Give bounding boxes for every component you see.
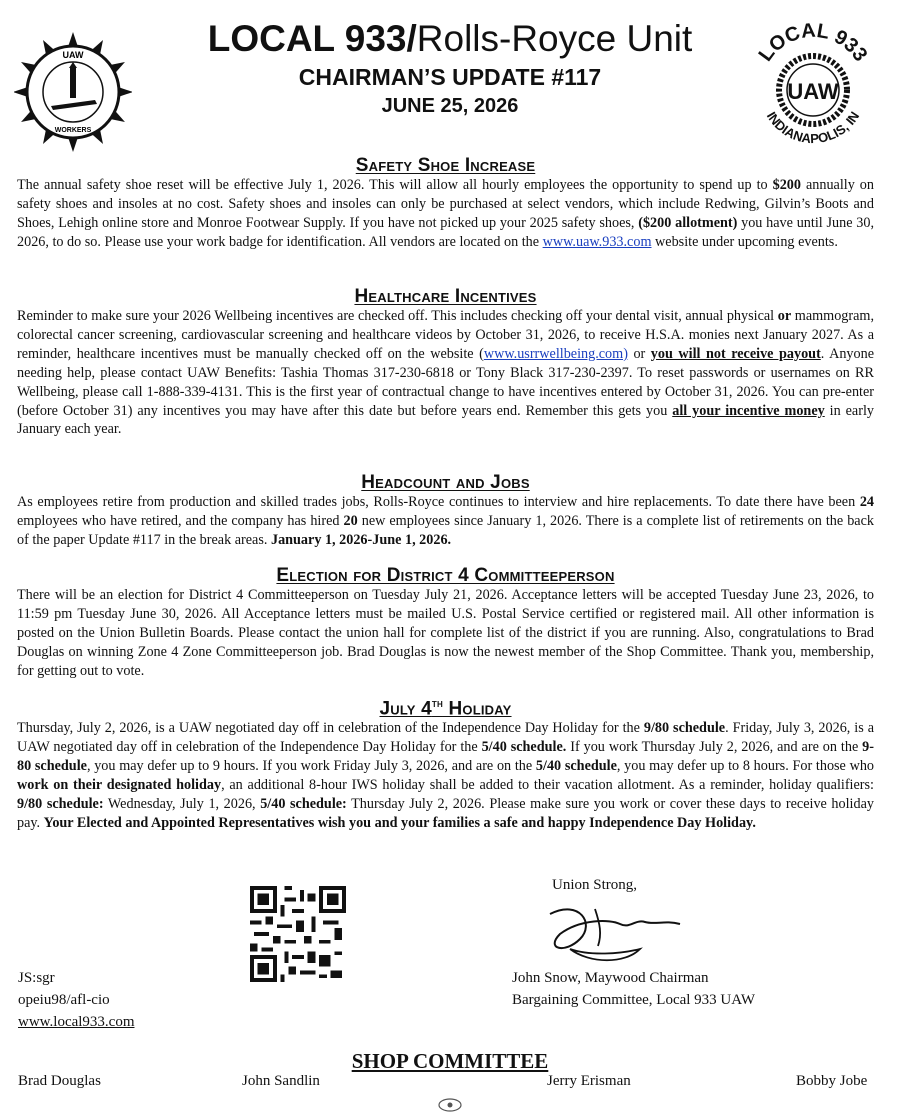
committee-member: Bobby Jobe <box>796 1073 868 1089</box>
headcount-heading: Headcount and Jobs <box>361 472 530 493</box>
election-heading: Election for District 4 Committeeperson <box>276 565 615 586</box>
svg-text:UAW: UAW <box>787 79 839 104</box>
healthcare-heading: Healthcare Incentives <box>354 286 537 307</box>
wellbeing-link[interactable]: www.usrrwellbeing.com) <box>483 345 628 362</box>
safety-shoe-section <box>17 155 874 252</box>
signer-name: John Snow, Maywood Chairman <box>512 970 709 986</box>
svg-text:WORKERS: WORKERS <box>54 127 92 134</box>
initials: JS:sgr <box>18 970 55 986</box>
safety-shoe-text: The annual safety shoe reset will be effective July 1, 2026. This will allow all hourly employees the opportunity to spend up to $200 annually on safety shoes and insoles at no cost. Safety shoes and insoles can only be purchased at select vendors, which include Redwing, Gilvin’s Boots and Shoes, Lehigh online store and Monroe Footwear Supply. If you have not picked up your 2025 safety shoes, ($200 allotment) you have until June 30, 2026, to do so. Please use your work badge for identification. All vendors are located on the www.uaw.933.com website under upcoming events. <box>17 177 874 250</box>
document-title: LOCAL 933/Rolls-Royce Unit <box>207 18 693 59</box>
svg-text:LOCAL 933: LOCAL 933 <box>754 19 872 66</box>
signature-icon <box>540 894 690 974</box>
committee-member: Brad Douglas <box>18 1073 101 1089</box>
uaw933-link[interactable]: www.uaw.933.com <box>542 233 652 250</box>
svg-text:INDIANAPOLIS, IN: INDIANAPOLIS, IN <box>763 108 863 147</box>
union-tag: opeiu98/afl-cio <box>18 992 110 1008</box>
local-933-seal-icon <box>742 18 884 158</box>
headcount-text: As employees retire from production and skilled trades jobs, Rolls-Royce continues to interview and hire replacements. To date there have been 24 employees who have retired, and the company has hired 20 new employees since January 1, 2026. There is a complete list of retirements on the back of the paper Update #117 in the break areas. January 1, 2026-June 1, 2026. <box>17 494 874 548</box>
qr-code-icon[interactable] <box>249 886 347 982</box>
shop-committee-heading: SHOP COMMITTEE <box>351 1049 549 1073</box>
holiday-heading: July 4th Holiday <box>379 698 512 720</box>
committee-member: John Sandlin <box>242 1073 320 1089</box>
svg-text:UAW: UAW <box>62 50 84 60</box>
holiday-section <box>17 694 874 833</box>
closing-line: Union Strong, <box>552 877 638 893</box>
healthcare-text: Reminder to make sure your 2026 Wellbeing incentives are checked off. This includes checking off your dental visit, annual physical or mammogram, colorectal cancer screening, cardiovascular screening and healthcare videos by October 31, 2026, to receive H.S.A. monies next January 2027. As a reminder, healthcare incentives must be manually checked off on the website (www.usrrwellbeing.com) or you will not receive payout. Anyone needing help, please contact UAW Benefits: Tashia Thomas 317-230-6818 or Tony Black 317-230-2397. To reset passwords or usernames on RR Wellbeing, please call 1-888-339-4131. This is the first year of contractual change to have incentives entered by October 31, 2026. You can pre-enter (before October 31) any incentives you may have after this date but before years end. Remember this gets you all your incentive money in early January each year. <box>17 308 875 438</box>
election-text: There will be an election for District 4 Committeeperson on Tuesday July 21, 2026. Acceptance letters will be accepted Tuesday June 23, 2026, to 11:59 pm Tuesday June 30, 2026. All Acceptance letters must be mailed U.S. Postal Service certified or registered mail. All other information is posted on the Union Bulletin Boards. Please contact the union hall for complete list of the district if you are running. Also, congratulations to Brad Douglas on winning Zone 4 Zone Committeeperson job. Brad Douglas is now the newest member of the Shop Committee. Thank you, membership, for getting out to vote. <box>17 587 874 679</box>
update-number: CHAIRMAN’S UPDATE #117 <box>298 64 602 90</box>
update-date: JUNE 25, 2026 <box>381 95 519 117</box>
healthcare-section <box>17 286 874 439</box>
union-bug-icon <box>437 1097 463 1113</box>
election-section <box>17 565 874 681</box>
signer-title: Bargaining Committee, Local 933 UAW <box>512 992 756 1008</box>
local933-website-link[interactable]: www.local933.com <box>18 1014 135 1030</box>
safety-shoe-heading: Safety Shoe Increase <box>355 155 536 176</box>
headcount-section <box>17 472 874 550</box>
committee-member: Jerry Erisman <box>547 1073 631 1089</box>
holiday-text: Thursday, July 2, 2026, is a UAW negotiated day off in celebration of the Independence Day Holiday for the 9/80 schedule. Friday, July 3, 2026, is a UAW negotiated day off in celebration of the Independence Day Holiday for the 5/40 schedule. If you work Thursday July 2, 2026, and are on the 9-80 schedule, you may defer up to 9 hours. If you work Friday July 3, 2026, and are on the 5/40 schedule, you may defer up to 8 hours. For those who work on their designated holiday, an additional 8-hour IWS holiday shall be added to their vacation allotment. As a reminder, holiday qualifiers: 9/80 schedule: Wednesday, July 1, 2026, 5/40 schedule: Thursday July 2, 2026. Please make sure you work or cover these days to receive holiday pay. Your Elected and Appointed Representatives wish you and your families a safe and happy Independence Day Holiday. <box>17 720 875 831</box>
